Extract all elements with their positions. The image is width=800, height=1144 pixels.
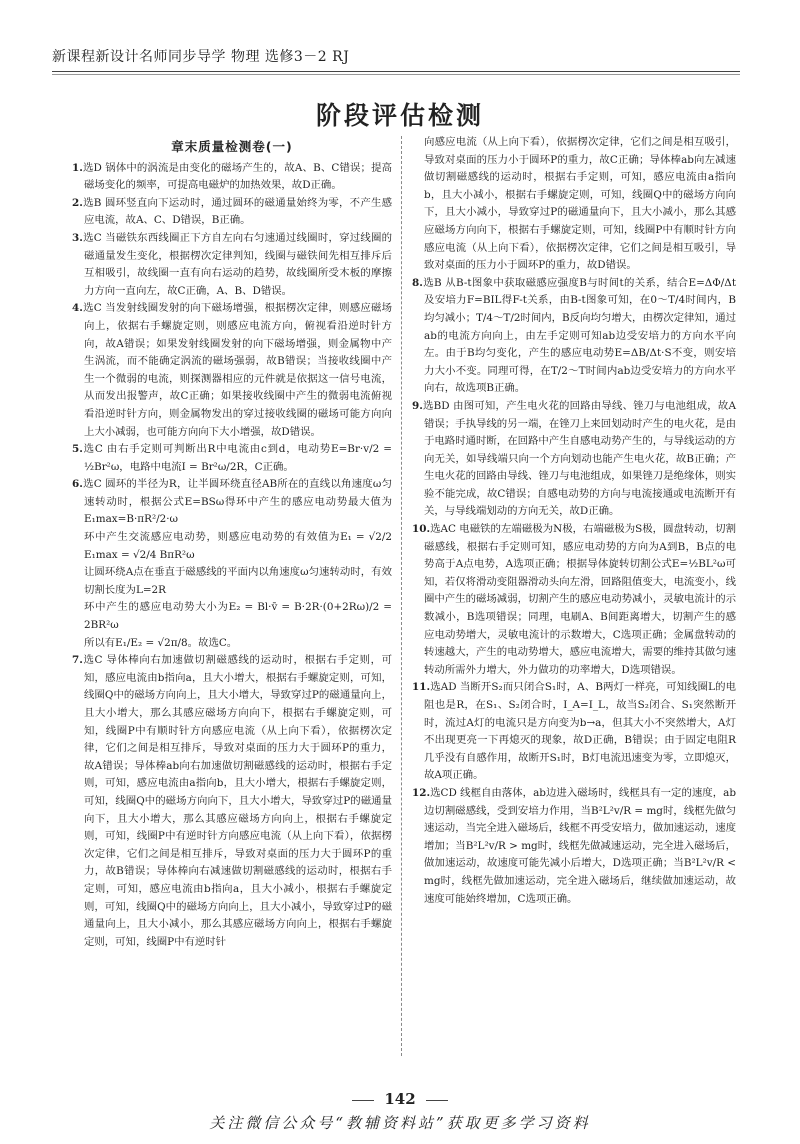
header-rule-thin [52, 74, 740, 75]
answer-continuation: 环中产生交流感应电动势，则感应电动势的有效值为E₁ = √2/2 E₁max = √2/4 BπR²ω [84, 531, 392, 561]
footer-dash-right [426, 1100, 448, 1101]
answer-item: 7.选C 导体棒向右加速做切割磁感线的运动时，根据右手定则，可知，感应电流由b指向a，且大小增大，根据右手螺旋定则，可知，线圈Q中的磁场方向向上，且大小增大，导致穿过P的磁通量向上，且大小增大，那么其感应磁场方向向下，根据右手螺旋定则，可知，线圈P中有顺时针方向感应电流（从上向下看），依据楞次定律，它们之间是相互排斥，导致对桌面的压力大于圆环P的重力，故A错误；导体棒ab向右加速做切割磁感线的运动时，根据右手定则，可知，感应电流由a指向b，且大小增大，根据右手螺旋定则，可知，线圈Q中的磁场方向向下，且大小增大，导致穿过P的磁通量向下，且大小增大，那么其感应磁场方向向上，根据右手螺旋定则，可知，线圈P中有逆时针方向感应电流（从上向下看），依据楞次定律，它们之间是相互排斥，导致对桌面的压力大于圆环P的重力，故B错误；导体棒向右减速做切割磁感线的运动时，根据右手定则，可知，感应电流由b指向a，且大小减小，根据右手螺旋定则，可知，线圈Q中的磁场方向向上，且大小减小，导致穿过P的磁通量向上，且大小减小，那么其感应磁场方向向上，根据右手螺旋定则，可知，线圈P中有逆时针 [72, 654, 392, 948]
answer-item: 11.选AD 当断开S₂而只闭合S₁时，A、B两灯一样亮，可知线圈L的电阻也是R，在S₁、S₂闭合时，I_A=I_L，故当S₂闭合、S₁突然断开时，流过A灯的电流只是方向变为b→a，但其大小不突然增大，A灯不出现更亮一下再熄灭的现象，故D正确，B错误；由于固定电阻R几乎没有自感作用，故断开S₁时，B灯电流迅速变为零，立即熄灭，故A项正确。 [412, 681, 736, 782]
right-column [412, 134, 736, 908]
column-divider [401, 136, 402, 1056]
answer-item: 2.选B 圆环竖直向下运动时，通过圆环的磁通量始终为零，不产生感应电流，故A、C、D错误，B正确。 [72, 196, 392, 227]
answer-item: 12.选CD 线框自由落体，ab边进入磁场时，线框具有一定的速度，ab边切割磁感线，受到安培力作用，当B²L²v/R = mg时，线框先做匀速运动，当完全进入磁场后，线框不再受安培力，做加速运动，速度增加；当B²L²v/R > mg时，线框先做减速运动，完全进入磁场后，做加速运动，故速度可能先减小后增大，D选项正确；当B²L²v/R < mg时，线框先做加速运动，完全进入磁场后，继续做加速运动，故速度可能始终增加，C选项正确。 [412, 786, 736, 905]
answer-item: 4.选C 当发射线圈发射的向下磁场增强，根据楞次定律，则感应磁场向上，依据右手螺旋定则，则感应电流方向，俯视看沿逆时针方向，故A错误；如果发射线圈发射的向下磁场增强，则金属物中产生涡流，而不能确定涡流的磁场强弱，故B错误；当接收线圈中产生一个微弱的电流，则探测器相应的元件就是依据这一信号电流，从而发出报警声，故C正确；如果接收线圈中产生的微弱电流俯视看沿逆时针方向，则金属物发出的穿过接收线圈的磁场可能方向向上大小减弱，也可能方向向下大小增强，故D错误。 [72, 302, 392, 438]
page-title: 阶段评估检测 [315, 101, 484, 130]
bottom-note: 关注微信公众号“教辅资料站”获取更多学习资料 [209, 1114, 591, 1132]
answer-continuation: 环中产生的感应电动势大小为E₂ = Bl·v̄ = B·2R·(0+2Rω)/2 = 2BR²ω [84, 601, 392, 632]
section-subtitle: 章末质量检测卷(一) [171, 139, 293, 154]
answer-continuation: 向感应电流（从上向下看），依据楞次定律，它们之间是相互吸引，导致对桌面的压力小于圆环P的重力，故C正确；导体棒ab向左减速做切割磁感线的运动时，根据右手定则，可知，感应电流由a指向b，且大小减小，根据右手螺旋定则，可知，线圈Q中的磁场方向向下，且大小减小，导致穿过P的磁通量向下，且大小减小，那么其感应磁场方向向下，根据右手螺旋定则，可知，线圈P中有顺时针方向感应电流（从上向下看），依据楞次定律，它们之间是相互吸引，导致对桌面的压力小于圆环P的重力，故D错误。 [424, 136, 736, 272]
answer-item: 5.选C 由右手定则可判断出R中电流由c到d，电动势E=Br·v/2 = ½Br²ω，电路中电流I = Br²ω/2R，C正确。 [72, 443, 392, 473]
header-rule [52, 71, 740, 72]
page-footer [0, 1090, 800, 1108]
left-column [72, 138, 392, 951]
answer-item: 10.选AC 电磁铁的左端磁极为N极，右端磁极为S极，圆盘转动，切割磁感线，根据右手定则可知，感应电动势的方向为A到B，B点的电势高于A点电势，A选项正确；根据导体旋转切割公式E=½BL²ω可知，若仅将滑动变阻器滑动头向左滑，回路阻值变大，电流变小，线圈中产生的磁场减弱，切割产生的感应电动势减小，灵敏电流计的示数减小，B选项错误；同理，电刷A、B间距离增大，切割产生的感应电动势增大，灵敏电流计的示数增大，C选项正确；金属盘转动的转速越大，产生的电动势增大，感应电流增大，需要的维持其做匀速转动所需外力增大，外力做功的功率增大，D选项错误。 [412, 523, 736, 676]
answer-continuation: 让圆环绕A点在垂直于磁感线的平面内以角速度ω匀速转动时，有效切割长度为L=2R [84, 566, 392, 596]
answer-continuation: 所以有E₁/E₂ = √2π/8。故选C。 [84, 636, 238, 649]
page-header [52, 44, 740, 72]
answer-item: 6.选C 圆环的半径为R，让半圆环绕直径AB所在的直线以角速度ω匀速转动时，根据公式E=BSω得环中产生的感应电动势最大值为E₁max=B·πR²/2·ω [72, 478, 392, 526]
page-number: 142 [384, 1090, 416, 1108]
footer-dash-left [352, 1100, 374, 1101]
answer-item: 3.选C 当磁铁东西线圈正下方自左向右匀速通过线圈时，穿过线圈的磁通量发生变化，根据楞次定律判知，线圈与磁铁间先相互排斥后互相吸引，故线圈一直有向右运动的趋势，故线圈所受木板的摩擦力方向一直向左，故C正确，A、B、D错误。 [72, 231, 392, 297]
answer-item: 1.选D 锅体中的涡流是由变化的磁场产生的，故A、B、C错误；提高磁场变化的频率，可提高电磁炉的加热效果，故D正确。 [72, 161, 392, 192]
header-text: 新课程新设计名师同步导学 物理 选修3－2 RJ [52, 49, 350, 65]
answer-item: 9.选BD 由图可知，产生电火花的回路由导线、锉刀与电池组成，故A错误；手执导线的另一端，在锉刀上来回划动时产生的电火花，是由于电路时通时断，在回路中产生自感电动势产生的，与导线运动的方向无关，如导线端只向一个方向划动也能产生电火花，故B正确；产生电火花的回路由导线、锉刀与电池组成，如果锉刀是绝缘体，则实验不能完成，故C错误；自感电动势的方向与电流接通或电流断开有关，与导线端划动的方向无关，故D正确。 [412, 399, 736, 518]
answer-item: 8.选B 从B-t图象中获取磁感应强度B与时间t的关系，结合E=ΔΦ/Δt及安培力F=BIL得F-t关系，由B-t图象可知，在0～T/4时间内，B均匀减小；T/4～T/2时间内，B反向均匀增大，由楞次定律知，通过ab的电流方向向上，由左手定则可知ab边受安培力的方向水平向左。由于B均匀变化，产生的感应电动势E=ΔB/Δt·S不变，则安培力大小不变。同理可得，在T/2～T时间内ab边受安培力的方向水平向右，故选项B正确。 [412, 276, 736, 395]
